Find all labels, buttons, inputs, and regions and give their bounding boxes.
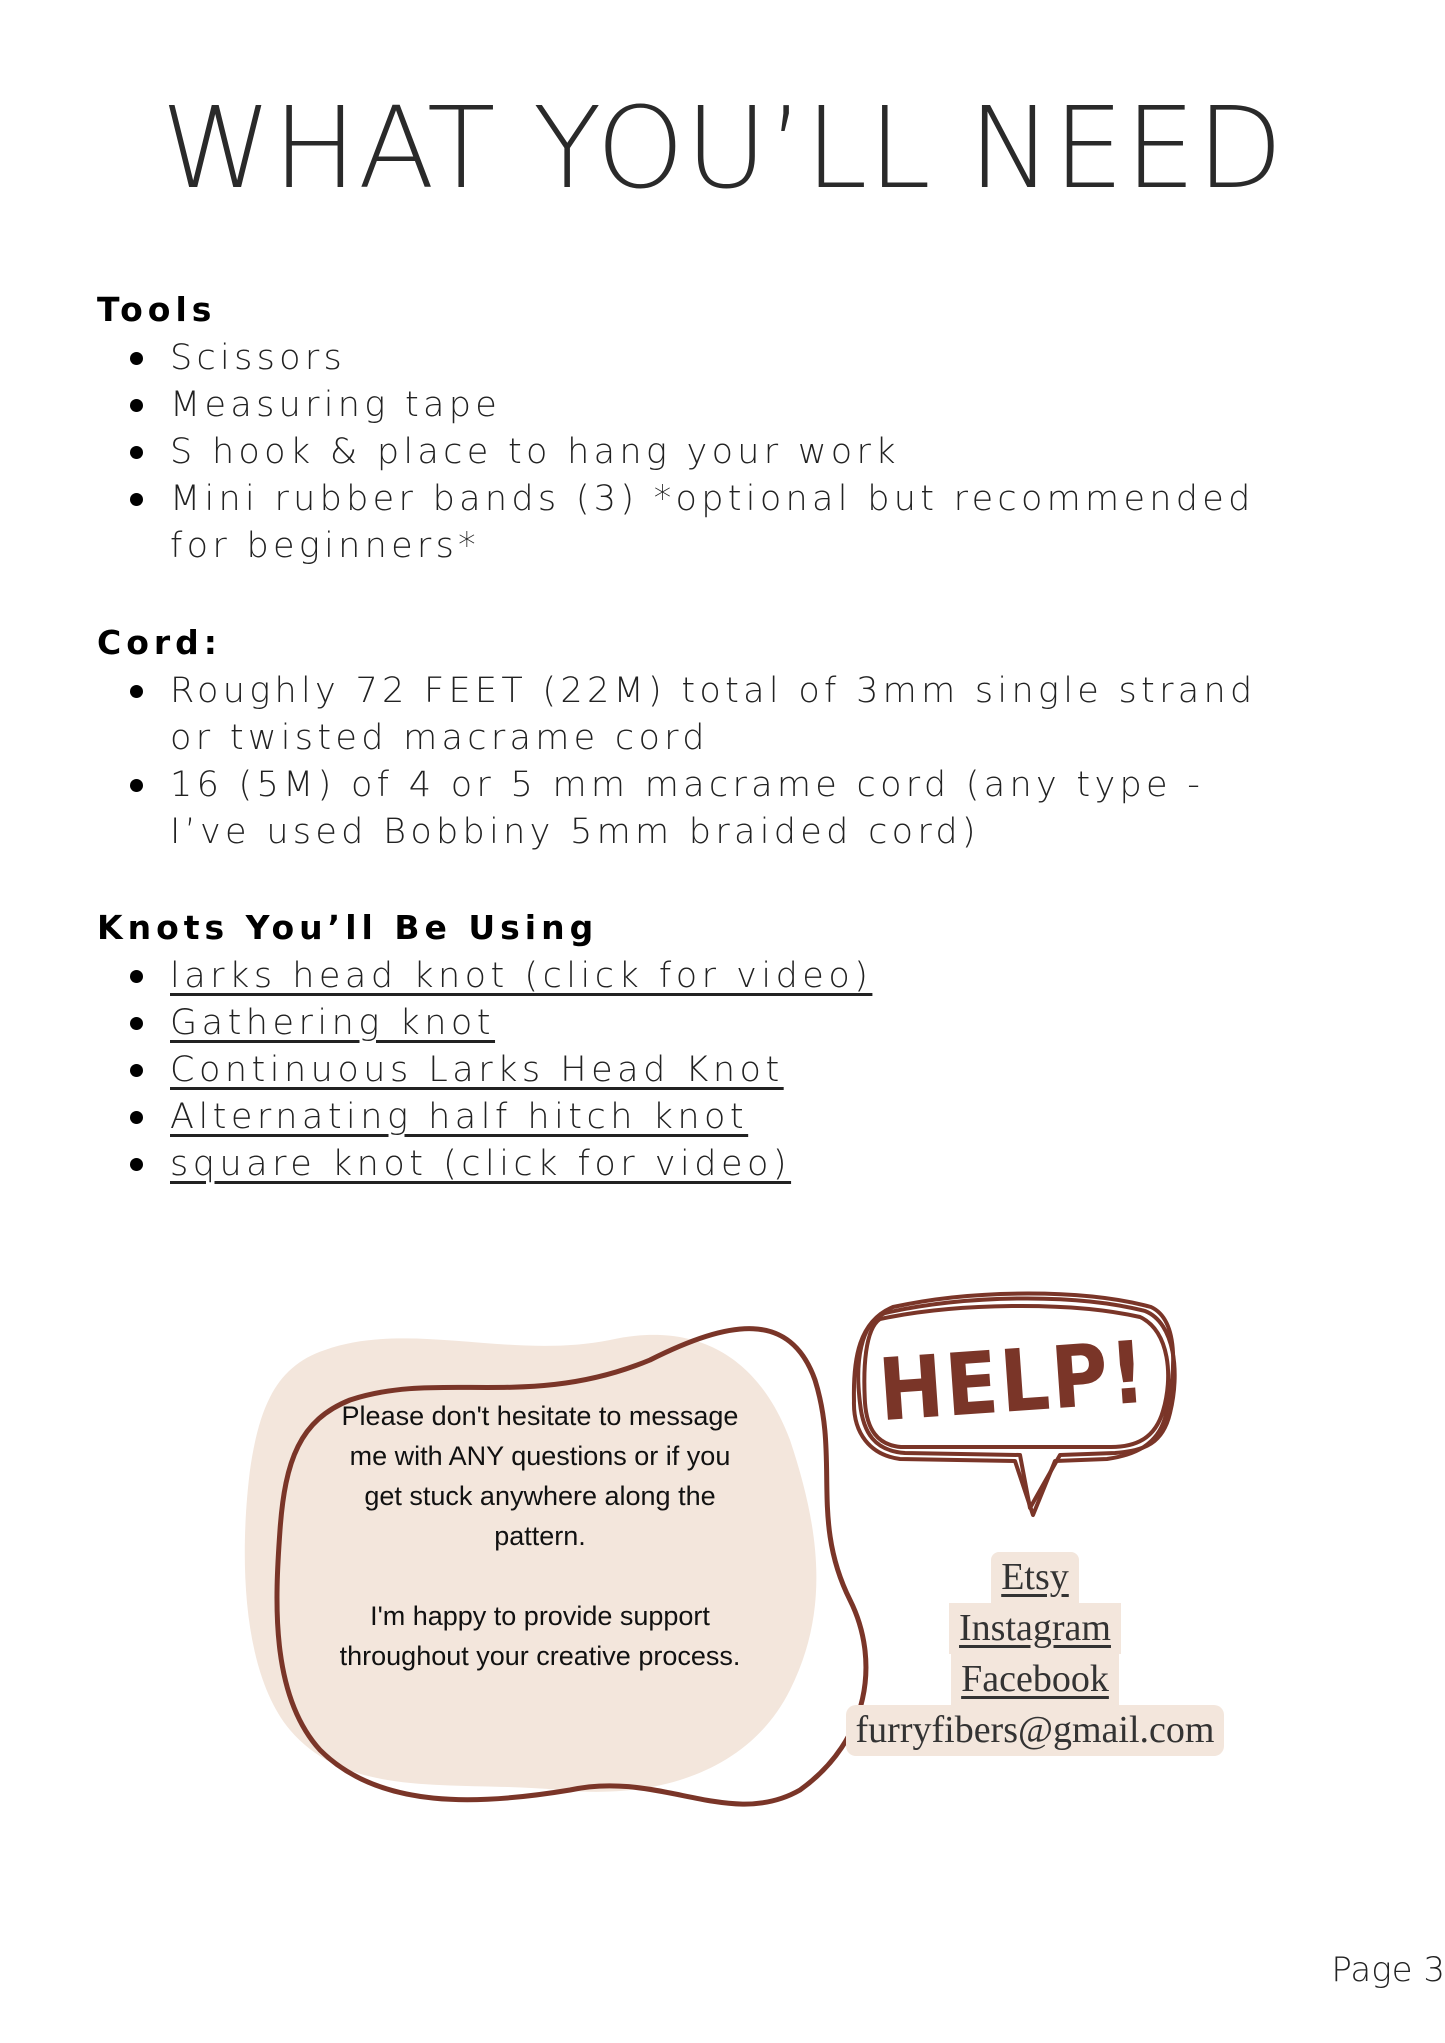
help-badge-text: HELP! bbox=[875, 1322, 1151, 1442]
etsy-link[interactable]: Etsy bbox=[991, 1552, 1079, 1603]
cord-heading: Cord: bbox=[97, 623, 222, 662]
instagram-link[interactable]: Instagram bbox=[949, 1603, 1121, 1654]
help-note-paragraph: Please don't hesitate to message me with ANY questions or if you get stuck anywhere along the pattern. bbox=[341, 1401, 739, 1551]
speech-bubble-icon bbox=[845, 1283, 1185, 1523]
tools-section bbox=[97, 290, 1297, 570]
tools-list bbox=[97, 335, 1297, 570]
knot-link-square[interactable]: square knot (click for video) bbox=[170, 1144, 792, 1184]
email-address[interactable]: furryfibers@gmail.com bbox=[846, 1705, 1225, 1756]
list-item bbox=[170, 1047, 1297, 1094]
list-item: Measuring tape bbox=[170, 382, 1297, 429]
knot-link-larks-head[interactable]: larks head knot (click for video) bbox=[170, 956, 873, 996]
list-item bbox=[170, 1094, 1297, 1141]
cord-list bbox=[97, 668, 1297, 856]
help-note-paragraph: I'm happy to provide support throughout your creative process. bbox=[339, 1601, 741, 1671]
list-item: Mini rubber bands (3) *optional but recommended for beginners* bbox=[170, 476, 1297, 570]
knots-heading: Knots You’ll Be Using bbox=[97, 908, 599, 947]
list-item: Roughly 72 FEET (22M) total of 3mm single strand or twisted macrame cord bbox=[170, 668, 1297, 762]
help-note bbox=[330, 1396, 750, 1676]
tools-heading: Tools bbox=[97, 290, 217, 329]
facebook-link[interactable]: Facebook bbox=[951, 1654, 1119, 1705]
list-item: Scissors bbox=[170, 335, 1297, 382]
list-item bbox=[170, 953, 1297, 1000]
knot-link-continuous-larks-head[interactable]: Continuous Larks Head Knot bbox=[170, 1050, 784, 1090]
list-item bbox=[170, 1000, 1297, 1047]
knots-list bbox=[97, 953, 1297, 1188]
contact-links bbox=[840, 1552, 1230, 1756]
page-number: Page 3 bbox=[1331, 1950, 1445, 1990]
list-item: 16 (5M) of 4 or 5 mm macrame cord (any type - I’ve used Bobbiny 5mm braided cord) bbox=[170, 762, 1297, 856]
cord-section bbox=[97, 623, 1297, 856]
knot-link-gathering[interactable]: Gathering knot bbox=[170, 1003, 496, 1043]
knots-section bbox=[97, 908, 1297, 1188]
list-item: S hook & place to hang your work bbox=[170, 429, 1297, 476]
knot-link-alternating-half-hitch[interactable]: Alternating half hitch knot bbox=[170, 1097, 749, 1137]
list-item bbox=[170, 1141, 1297, 1188]
page-title: WHAT YOU’LL NEED bbox=[161, 84, 1284, 214]
